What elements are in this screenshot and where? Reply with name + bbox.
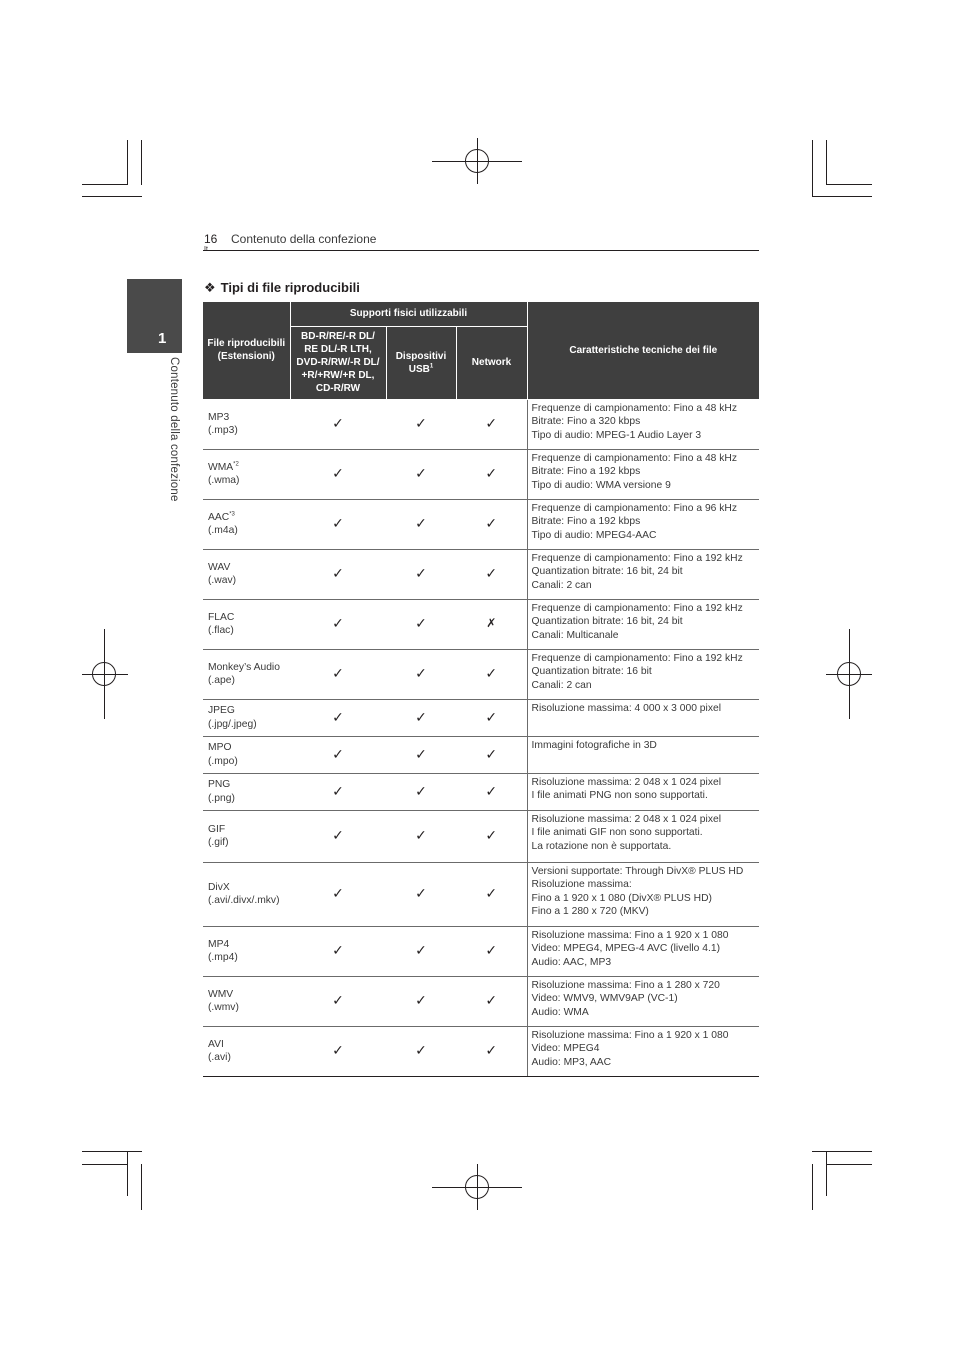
file-type-name: PNG [208,779,231,790]
usb-support-mark: ✓ [386,773,456,810]
spec-line: Tipo di audio: MPEG-1 Audio Layer 3 [531,429,702,441]
network-support-mark: ✓ [456,399,527,449]
chapter-tab [127,279,182,353]
disc-support-mark: ✓ [290,810,386,862]
file-extension: (.mpo) [208,755,238,767]
crop-mark [826,1151,827,1196]
crop-mark [812,196,872,197]
file-specs-cell [527,499,759,549]
file-extension: (.flac) [208,625,234,636]
network-support-mark: ✓ [456,862,527,926]
file-specs-cell [527,773,759,810]
usb-support-mark: ✓ [386,1026,456,1076]
file-type-name: Monkey’s Audio [208,661,280,673]
spec-line: Risoluzione massima: 2 048 x 1 024 pixel [531,776,721,788]
spec-line: Video: MPEG4, MPEG-4 AVC (livello 4.1) [531,943,720,954]
spec-line: Video: MPEG4 [531,1043,600,1054]
file-type-cell [203,1026,290,1076]
usb-support-mark: ✓ [386,599,456,649]
spec-line: Frequenze di campionamento: Fino a 192 kHz [531,552,743,564]
file-type-cell [203,499,290,549]
table-row [203,810,759,862]
usb-support-mark: ✓ [386,736,456,773]
spec-line: La rotazione non è supportata. [531,840,672,852]
network-support-mark: ✓ [456,449,527,499]
spec-line: Risoluzione massima: [531,879,632,890]
file-extension: (.wmv) [208,1002,239,1013]
file-type-cell [203,773,290,810]
page-header-title: Contenuto della confezione [231,232,377,246]
spec-line: Video: WMV9, WMV9AP (VC-1) [531,993,678,1004]
file-type-cell [203,736,290,773]
disc-support-mark: ✓ [290,699,386,736]
spec-line: Quantization bitrate: 16 bit, 24 bit [531,616,683,627]
disc-support-mark: ✓ [290,499,386,549]
crop-mark [127,140,128,185]
usb-support-mark: ✓ [386,399,456,449]
spec-line: I file animati GIF non sono supportati. [531,827,703,838]
diamond-bullet-icon: ❖ [204,280,216,295]
file-specs-cell [527,599,759,649]
header-rule [203,250,759,251]
disc-support-mark: ✓ [290,862,386,926]
file-extension: (.m4a) [208,525,238,536]
spec-line: Canali: 2 can [531,679,592,691]
disc-support-mark: ✓ [290,649,386,699]
file-type-name: WMA [208,461,234,473]
usb-support-mark: ✓ [386,976,456,1026]
file-specs-cell [527,976,759,1026]
crop-mark [82,196,142,197]
file-type-name: JPEG [208,705,235,716]
registration-circle [465,1175,489,1199]
file-extension: (.ape) [208,675,235,686]
crop-mark [127,1151,128,1196]
crop-mark [82,184,128,185]
section-heading [204,280,360,296]
usb-support-mark: ✓ [386,699,456,736]
table-row [203,549,759,599]
file-type-name: GIF [208,823,226,835]
disc-support-mark: ✓ [290,599,386,649]
spec-line: Bitrate: Fino a 192 kbps [531,466,641,477]
file-extension: (.gif) [208,837,229,848]
file-type-cell [203,699,290,736]
spec-line: I file animati PNG non sono supportati. [531,790,708,801]
file-specs-cell [527,399,759,449]
col-header-disc: BD-R/RE/-R DL/ RE DL/-R LTH, DVD-R/RW/-R DL/ +R/+RW/+R DL, CD-R/RW [290,326,386,399]
file-specs-cell [527,1026,759,1076]
spec-line: Risoluzione massima: Fino a 1 280 x 720 [531,979,720,991]
table-row [203,699,759,736]
crop-mark [812,140,813,197]
table-row [203,736,759,773]
spec-line: Frequenze di campionamento: Fino a 192 kHz [531,652,743,664]
crop-mark [141,1164,142,1210]
crop-mark [141,140,142,185]
network-support-mark: ✓ [456,1026,527,1076]
network-support-mark: ✓ [456,810,527,862]
file-extension: (.avi/.divx/.mkv) [208,895,280,906]
file-type-cell [203,862,290,926]
crop-mark [812,1164,813,1210]
crop-mark [82,1164,128,1165]
spec-line: Quantization bitrate: 16 bit, 24 bit [531,566,683,577]
usb-support-mark: ✓ [386,549,456,599]
col-header-media-group: Supporti fisici utilizzabili [290,302,527,326]
disc-support-mark: ✓ [290,773,386,810]
table-row [203,399,759,449]
file-type-name: MPO [208,742,232,753]
network-support-mark: ✓ [456,976,527,1026]
table-row [203,649,759,699]
col-header-network: Network [456,326,527,399]
network-support-mark: ✓ [456,649,527,699]
network-support-mark: ✓ [456,499,527,549]
file-type-name: MP4 [208,938,230,950]
spec-line: Frequenze di campionamento: Fino a 192 kHz [531,602,743,614]
file-specs-cell [527,736,759,773]
network-support-mark: ✓ [456,549,527,599]
usb-support-mark: ✓ [386,449,456,499]
usb-support-mark: ✓ [386,926,456,976]
file-type-name: AAC [208,511,230,523]
col-header-file: File riproducibili (Estensioni) [203,302,290,399]
file-specs-cell [527,549,759,599]
registration-circle [92,662,116,686]
file-extension: (.mp3) [208,425,238,436]
spec-line: Versioni supportate: Through DivX® PLUS HD [531,865,744,877]
col-header-specs: Caratteristiche tecniche dei file [527,302,759,399]
spec-line: Tipo di audio: WMA versione 9 [531,479,671,491]
disc-support-mark: ✓ [290,976,386,1026]
page-number: 16 [204,232,218,246]
file-extension: (.jpg/.jpeg) [208,718,257,730]
table-row [203,1026,759,1076]
network-support-mark: ✓ [456,736,527,773]
disc-support-mark: ✓ [290,549,386,599]
spec-line: Frequenze di campionamento: Fino a 48 kHz [531,452,738,464]
file-type-name: DivX [208,881,230,893]
chapter-side-title: Contenuto della confezione [168,357,180,502]
spec-line: Risoluzione massima: 4 000 x 3 000 pixel [531,702,721,714]
network-support-mark: ✓ [456,926,527,976]
usb-support-mark: ✓ [386,649,456,699]
disc-support-mark: ✓ [290,736,386,773]
file-type-cell [203,549,290,599]
file-extension: (.mp4) [208,952,238,963]
spec-line: Canali: 2 can [531,579,592,591]
spec-line: Frequenze di campionamento: Fino a 96 kHz [531,502,738,514]
table-row [203,976,759,1026]
table-row [203,926,759,976]
file-specs-cell [527,862,759,926]
file-type-cell [203,449,290,499]
spec-line: Fino a 1 920 x 1 080 (DivX® PLUS HD) [531,892,712,904]
spec-line: Immagini fotografiche in 3D [531,739,657,751]
registration-circle [837,662,861,686]
file-type-cell [203,599,290,649]
disc-support-mark: ✓ [290,449,386,499]
file-specs-cell [527,449,759,499]
usb-support-mark: ✓ [386,862,456,926]
file-extension: (.png) [208,792,235,804]
table-row [203,773,759,810]
spec-line: Audio: WMA [531,1006,589,1018]
spec-line: Risoluzione massima: Fino a 1 920 x 1 080 [531,929,729,941]
crop-mark [812,1151,872,1152]
spec-line: Audio: MP3, AAC [531,1056,612,1068]
footnote-ref: *2 [233,461,239,468]
file-specs-cell [527,649,759,699]
file-type-cell [203,926,290,976]
spec-line: Risoluzione massima: 2 048 x 1 024 pixel [531,813,721,825]
table-row [203,862,759,926]
spec-line: Fino a 1 280 x 720 (MKV) [531,906,649,917]
file-type-name: AVI [208,1038,224,1050]
file-type-cell [203,810,290,862]
file-type-name: WMV [208,988,234,1000]
file-specs-cell [527,926,759,976]
spec-line: Quantization bitrate: 16 bit [531,666,652,677]
table-row [203,499,759,549]
table-row [203,449,759,499]
spec-line: Frequenze di campionamento: Fino a 48 kHz [531,402,738,414]
crop-mark [826,140,827,185]
spec-line: Bitrate: Fino a 320 kbps [531,416,641,427]
file-extension: (.wma) [208,475,240,486]
spec-line: Bitrate: Fino a 192 kbps [531,516,641,527]
network-support-mark: ✓ [456,773,527,810]
table-row [203,599,759,649]
crop-mark [82,1151,142,1152]
file-types-table [203,302,759,1077]
disc-support-mark: ✓ [290,1026,386,1076]
disc-support-mark: ✓ [290,926,386,976]
col-header-usb: Dispositivi USB$^1$ [386,326,456,399]
file-specs-cell [527,699,759,736]
spec-line: Tipo di audio: MPEG4-AAC [531,529,657,541]
usb-support-mark: ✓ [386,810,456,862]
file-type-cell [203,399,290,449]
file-type-name: FLAC [208,611,235,623]
disc-support-mark: ✓ [290,399,386,449]
footnote-ref: *3 [229,511,235,518]
file-type-cell [203,976,290,1026]
file-type-cell [203,649,290,699]
registration-circle [465,149,489,173]
crop-mark [826,184,872,185]
spec-line: Canali: Multicanale [531,629,619,641]
file-type-name: WAV [208,561,231,573]
chapter-number: 1 [158,330,167,347]
crop-mark [826,1164,872,1165]
file-extension: (.wav) [208,575,237,586]
network-support-mark: ✓ [456,699,527,736]
spec-line: Risoluzione massima: Fino a 1 920 x 1 080 [531,1029,729,1041]
network-support-mark: ✗ [456,599,527,649]
spec-line: Audio: AAC, MP3 [531,956,612,968]
file-type-name: MP3 [208,411,230,423]
file-extension: (.avi) [208,1052,231,1063]
file-specs-cell [527,810,759,862]
section-title: Tipi di file riproducibili [220,280,360,295]
usb-support-mark: ✓ [386,499,456,549]
